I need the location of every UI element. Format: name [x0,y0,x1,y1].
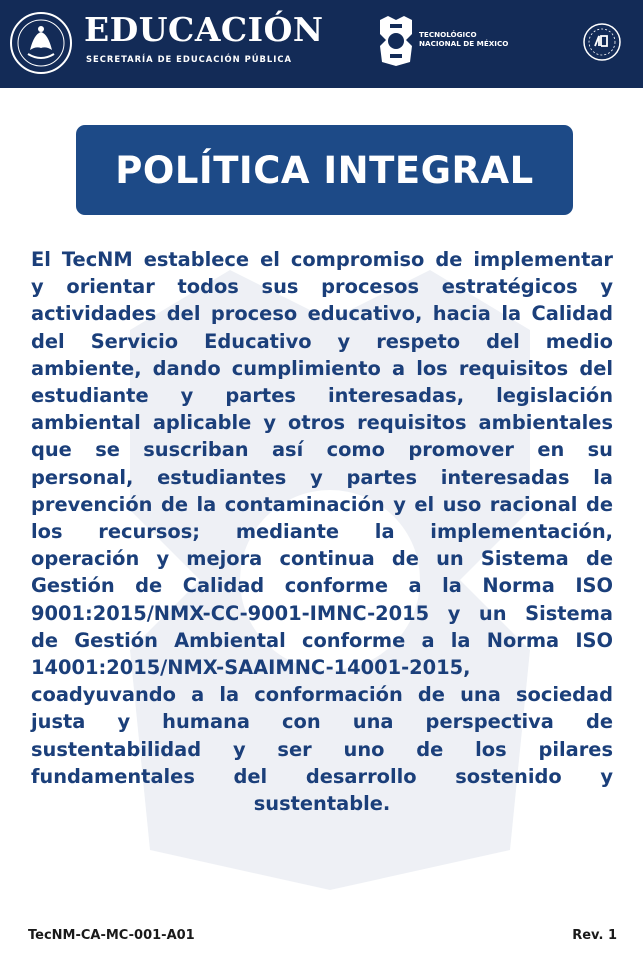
anniversary-emblem-icon [582,22,622,62]
header-bar [0,0,643,88]
education-title: EDUCACIÓN [84,10,324,49]
tecnm-name [419,30,508,48]
revision-label: Rev. 1 [572,928,617,943]
tecnm-name-line2: NACIONAL DE MÉXICO [419,39,509,48]
tecnm-logo-icon [376,14,416,68]
policy-text: El TecNM establece el compromiso de implementar y orientar todos sus procesos estratégicos y actividades del proceso educativo, hacia la Calidad del Servicio Educativo y respeto del medio ambiente, dando cumplimiento a los requisitos del estudiante y partes interesadas, legislación ambiental aplicable y otros requisitos ambientales que se suscriban así como promover en su personal, estudiantes y partes interesadas la prevención de la contaminación y el uso racional de los recursos; mediante la implementación, operación y mejora continua de un Sistema de Gestión de Calidad conforme a la Norma ISO 9001:2015/NMX-CC-9001-IMNC-2015 y un Sistema de Gestión Ambiental conforme a la Norma ISO 14001:2015/NMX-SAAIMNC-14001-2015, coadyuvando a la conformación de una sociedad justa y humana con una perspectiva de sustentabilidad y ser uno de los pilares fundamentales del desarrollo sostenido y sustentable. [31,248,613,816]
sep-subtitle: SECRETARÍA DE EDUCACIÓN PÚBLICA [86,54,292,64]
title-banner [76,125,573,215]
document-code: TecNM-CA-MC-001-A01 [28,928,195,943]
document-title: POLÍTICA INTEGRAL [115,148,534,192]
tecnm-name-line1: TECNOLÓGICO [419,30,477,39]
coat-of-arms-seal-icon [10,12,72,74]
